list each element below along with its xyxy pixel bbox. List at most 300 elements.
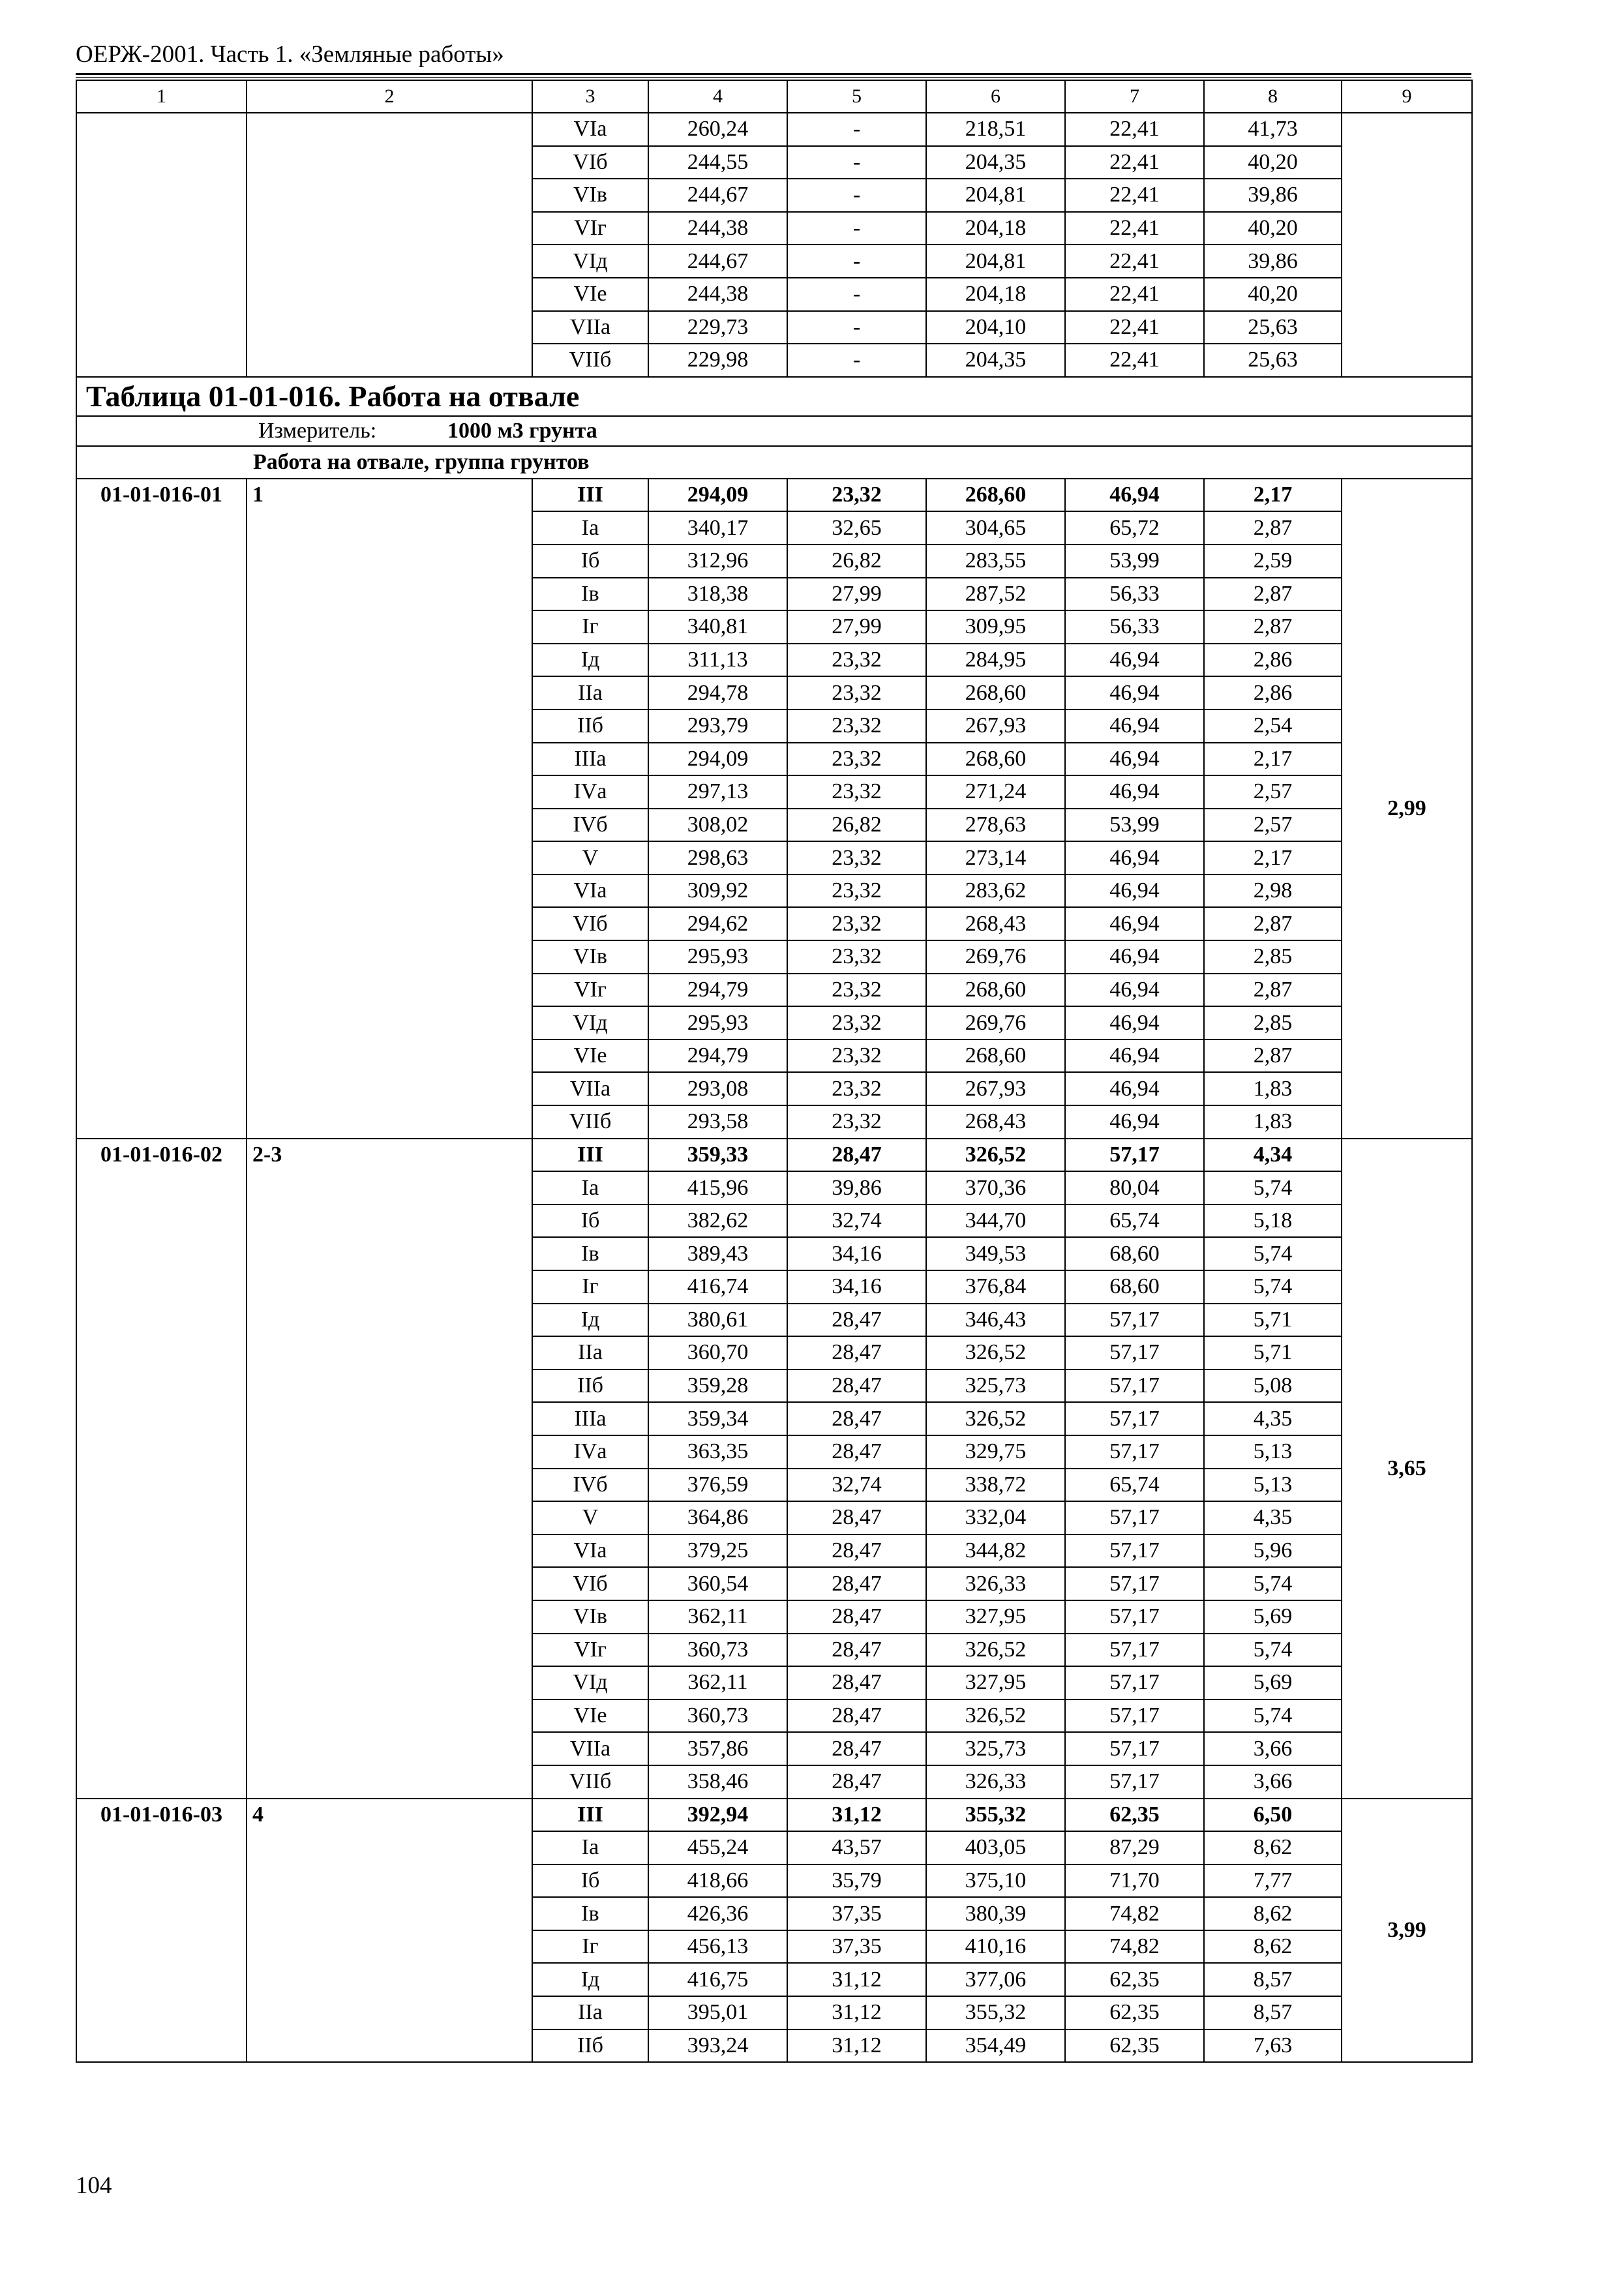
- value-cell: 269,76: [926, 940, 1065, 974]
- value-cell: 28,47: [787, 1765, 926, 1799]
- value-cell: 53,99: [1065, 809, 1204, 842]
- value-cell: 25,63: [1204, 344, 1342, 377]
- value-cell: 2,87: [1204, 974, 1342, 1007]
- value-cell: 327,95: [926, 1600, 1065, 1634]
- value-cell: 65,74: [1065, 1204, 1204, 1238]
- value-cell: 57,17: [1065, 1369, 1204, 1403]
- column-number-cell: 7: [1065, 80, 1204, 113]
- soil-category-cell: IVа: [532, 1435, 648, 1469]
- value-cell: 244,38: [648, 212, 787, 245]
- value-cell: 31,12: [787, 1963, 926, 1996]
- meter-cell: [76, 416, 1472, 446]
- soil-category-cell: VIIб: [532, 344, 648, 377]
- value-cell: 379,25: [648, 1534, 787, 1568]
- value-cell: 22,41: [1065, 311, 1204, 344]
- value-cell: 23,32: [787, 775, 926, 809]
- value-cell: 359,33: [648, 1139, 787, 1172]
- value-cell: 344,70: [926, 1204, 1065, 1238]
- value-cell: 62,35: [1065, 1996, 1204, 2029]
- value-cell: 40,20: [1204, 146, 1342, 179]
- value-cell: 325,73: [926, 1732, 1065, 1765]
- value-cell: 28,47: [787, 1699, 926, 1733]
- value-cell: 5,71: [1204, 1304, 1342, 1337]
- value-cell: 309,92: [648, 875, 787, 908]
- soil-category-cell: Iа: [532, 1831, 648, 1864]
- rate-code-cell: 01-01-016-03: [76, 1799, 247, 2063]
- value-cell: 354,49: [926, 2029, 1065, 2063]
- value-cell: 380,39: [926, 1897, 1065, 1930]
- value-cell: 56,33: [1065, 610, 1204, 644]
- table-row: [76, 479, 1472, 512]
- value-cell: 359,34: [648, 1402, 787, 1435]
- value-cell: 65,74: [1065, 1469, 1204, 1502]
- value-cell: 359,28: [648, 1369, 787, 1403]
- value-cell: 349,53: [926, 1237, 1065, 1270]
- column-number-row: [76, 80, 1472, 113]
- section-title: Работа на отвале, группа грунтов: [76, 446, 1472, 479]
- soil-category-cell: VIв: [532, 1600, 648, 1634]
- value-cell: -: [787, 278, 926, 311]
- value-cell: 309,95: [926, 610, 1065, 644]
- value-cell: 46,94: [1065, 479, 1204, 512]
- value-cell: 2,17: [1204, 479, 1342, 512]
- value-cell: 27,99: [787, 578, 926, 611]
- value-cell: 1,83: [1204, 1105, 1342, 1139]
- value-cell: 267,93: [926, 1072, 1065, 1105]
- value-cell: 28,47: [787, 1304, 926, 1337]
- value-cell: 46,94: [1065, 1072, 1204, 1105]
- column-number-cell: 2: [247, 80, 532, 113]
- value-cell: 3,66: [1204, 1765, 1342, 1799]
- value-cell: 23,32: [787, 907, 926, 940]
- value-cell: 382,62: [648, 1204, 787, 1238]
- value-cell: 308,02: [648, 809, 787, 842]
- value-cell: 329,75: [926, 1435, 1065, 1469]
- value-cell: 2,98: [1204, 875, 1342, 908]
- value-cell: 370,36: [926, 1171, 1065, 1204]
- soil-category-cell: VIе: [532, 1040, 648, 1073]
- value-cell: 229,98: [648, 344, 787, 377]
- value-cell: 268,60: [926, 974, 1065, 1007]
- soil-category-cell: IVа: [532, 775, 648, 809]
- value-cell: 344,82: [926, 1534, 1065, 1568]
- table-row: [76, 113, 1472, 146]
- value-cell: 294,79: [648, 974, 787, 1007]
- value-cell: 294,78: [648, 676, 787, 710]
- meter-row: [76, 416, 1472, 446]
- value-cell: 2,17: [1204, 841, 1342, 875]
- value-cell: 318,38: [648, 578, 787, 611]
- soil-category-cell: VIе: [532, 278, 648, 311]
- value-cell: 267,93: [926, 710, 1065, 743]
- column-number-cell: 5: [787, 80, 926, 113]
- soil-category-cell: Iд: [532, 1304, 648, 1337]
- value-cell: 80,04: [1065, 1171, 1204, 1204]
- soil-category-cell: V: [532, 1501, 648, 1534]
- value-cell: 57,17: [1065, 1666, 1204, 1699]
- value-cell: 204,18: [926, 278, 1065, 311]
- soil-category-cell: VIа: [532, 1534, 648, 1568]
- value-cell: -: [787, 113, 926, 146]
- value-cell: 360,54: [648, 1567, 787, 1600]
- meter-value: 1000 м3 грунта: [447, 418, 597, 443]
- value-cell: 2,87: [1204, 1040, 1342, 1073]
- value-cell: 23,32: [787, 644, 926, 677]
- soil-category-cell: Iа: [532, 511, 648, 545]
- soil-category-cell: VIд: [532, 1666, 648, 1699]
- value-cell: 5,13: [1204, 1469, 1342, 1502]
- value-cell: 360,73: [648, 1699, 787, 1733]
- value-cell: 376,84: [926, 1270, 1065, 1304]
- col9-cell: [1342, 113, 1472, 377]
- value-cell: -: [787, 311, 926, 344]
- value-cell: 31,12: [787, 1799, 926, 1832]
- value-cell: 362,11: [648, 1600, 787, 1634]
- value-cell: 5,71: [1204, 1336, 1342, 1369]
- value-cell: 204,35: [926, 344, 1065, 377]
- value-cell: 34,16: [787, 1270, 926, 1304]
- value-cell: 204,10: [926, 311, 1065, 344]
- value-cell: 22,41: [1065, 146, 1204, 179]
- table-title-row: [76, 377, 1472, 416]
- soil-category-cell: Iд: [532, 644, 648, 677]
- soil-category-cell: VIIб: [532, 1105, 648, 1139]
- value-cell: -: [787, 245, 926, 278]
- soil-category-cell: VIв: [532, 940, 648, 974]
- value-cell: 46,94: [1065, 743, 1204, 776]
- value-cell: 39,86: [1204, 245, 1342, 278]
- value-cell: 304,65: [926, 511, 1065, 545]
- value-cell: 46,94: [1065, 710, 1204, 743]
- value-cell: 312,96: [648, 545, 787, 578]
- value-cell: 295,93: [648, 940, 787, 974]
- value-cell: 416,75: [648, 1963, 787, 1996]
- value-cell: 2,17: [1204, 743, 1342, 776]
- soil-category-cell: IIа: [532, 1336, 648, 1369]
- value-cell: 426,36: [648, 1897, 787, 1930]
- value-cell: 5,74: [1204, 1237, 1342, 1270]
- soil-category-cell: VIIа: [532, 1072, 648, 1105]
- value-cell: 268,60: [926, 1040, 1065, 1073]
- value-cell: 8,62: [1204, 1831, 1342, 1864]
- value-cell: 28,47: [787, 1402, 926, 1435]
- value-cell: 5,13: [1204, 1435, 1342, 1469]
- price-table: [76, 80, 1473, 2063]
- value-cell: 23,32: [787, 1006, 926, 1040]
- value-cell: 46,94: [1065, 841, 1204, 875]
- value-cell: -: [787, 344, 926, 377]
- value-cell: 28,47: [787, 1634, 926, 1667]
- value-cell: 204,18: [926, 212, 1065, 245]
- value-cell: 23,32: [787, 743, 926, 776]
- value-cell: 297,13: [648, 775, 787, 809]
- value-cell: 31,12: [787, 2029, 926, 2063]
- value-cell: 5,69: [1204, 1666, 1342, 1699]
- column-number-cell: 1: [76, 80, 247, 113]
- value-cell: 326,33: [926, 1567, 1065, 1600]
- value-cell: 35,79: [787, 1864, 926, 1898]
- value-cell: 57,17: [1065, 1765, 1204, 1799]
- value-cell: 46,94: [1065, 940, 1204, 974]
- value-cell: 287,52: [926, 578, 1065, 611]
- value-cell: 46,94: [1065, 676, 1204, 710]
- value-cell: 456,13: [648, 1930, 787, 1964]
- value-cell: 283,62: [926, 875, 1065, 908]
- value-cell: 40,20: [1204, 278, 1342, 311]
- page-number: 104: [76, 2172, 112, 2199]
- value-cell: 410,16: [926, 1930, 1065, 1964]
- value-cell: 23,32: [787, 875, 926, 908]
- value-cell: 4,35: [1204, 1402, 1342, 1435]
- value-cell: 56,33: [1065, 578, 1204, 611]
- value-cell: 346,43: [926, 1304, 1065, 1337]
- soil-category-cell: VIб: [532, 1567, 648, 1600]
- soil-category-cell: VIIа: [532, 311, 648, 344]
- value-cell: 218,51: [926, 113, 1065, 146]
- value-cell: 57,17: [1065, 1402, 1204, 1435]
- value-cell: 2,87: [1204, 578, 1342, 611]
- value-cell: 23,32: [787, 1072, 926, 1105]
- value-cell: 294,09: [648, 479, 787, 512]
- value-cell: 2,85: [1204, 940, 1342, 974]
- value-cell: 68,60: [1065, 1270, 1204, 1304]
- value-cell: 27,99: [787, 610, 926, 644]
- soil-category-cell: Iб: [532, 545, 648, 578]
- value-cell: 3,66: [1204, 1732, 1342, 1765]
- value-cell: 57,17: [1065, 1139, 1204, 1172]
- soil-group-cell: 4: [247, 1799, 532, 2063]
- value-cell: 23,32: [787, 1040, 926, 1073]
- value-cell: 325,73: [926, 1369, 1065, 1403]
- value-cell: 32,74: [787, 1204, 926, 1238]
- value-cell: 360,70: [648, 1336, 787, 1369]
- value-cell: 295,93: [648, 1006, 787, 1040]
- soil-category-cell: III: [532, 1139, 648, 1172]
- value-cell: 28,47: [787, 1139, 926, 1172]
- value-cell: 8,57: [1204, 1963, 1342, 1996]
- value-cell: 2,86: [1204, 676, 1342, 710]
- code-cell: [76, 113, 247, 377]
- value-cell: 57,17: [1065, 1435, 1204, 1469]
- value-cell: 380,61: [648, 1304, 787, 1337]
- value-cell: 23,32: [787, 479, 926, 512]
- value-cell: 393,24: [648, 2029, 787, 2063]
- soil-group-cell: 2-3: [247, 1139, 532, 1799]
- value-cell: 62,35: [1065, 1799, 1204, 1832]
- value-cell: 2,86: [1204, 644, 1342, 677]
- value-cell: 244,67: [648, 179, 787, 212]
- value-cell: 28,47: [787, 1600, 926, 1634]
- value-cell: 244,67: [648, 245, 787, 278]
- value-cell: 293,08: [648, 1072, 787, 1105]
- value-cell: 5,69: [1204, 1600, 1342, 1634]
- value-cell: 416,74: [648, 1270, 787, 1304]
- value-cell: 5,08: [1204, 1369, 1342, 1403]
- value-cell: 23,32: [787, 841, 926, 875]
- value-cell: 7,77: [1204, 1864, 1342, 1898]
- value-cell: 455,24: [648, 1831, 787, 1864]
- value-cell: -: [787, 212, 926, 245]
- soil-category-cell: Iа: [532, 1171, 648, 1204]
- value-cell: 375,10: [926, 1864, 1065, 1898]
- value-cell: 360,73: [648, 1634, 787, 1667]
- value-cell: 5,74: [1204, 1270, 1342, 1304]
- soil-category-cell: VIг: [532, 1634, 648, 1667]
- table-row: [76, 1139, 1472, 1172]
- value-cell: 293,79: [648, 710, 787, 743]
- value-cell: 260,24: [648, 113, 787, 146]
- soil-category-cell: Iб: [532, 1864, 648, 1898]
- soil-category-cell: III: [532, 1799, 648, 1832]
- column-number-cell: 9: [1342, 80, 1472, 113]
- table-title: Таблица 01-01-016. Работа на отвале: [76, 377, 1472, 416]
- value-cell: 244,55: [648, 146, 787, 179]
- value-cell: 1,83: [1204, 1072, 1342, 1105]
- value-cell: 57,17: [1065, 1600, 1204, 1634]
- value-cell: 62,35: [1065, 2029, 1204, 2063]
- value-cell: 28,47: [787, 1666, 926, 1699]
- value-cell: 294,79: [648, 1040, 787, 1073]
- value-cell: 46,94: [1065, 907, 1204, 940]
- value-cell: 389,43: [648, 1237, 787, 1270]
- value-cell: 204,35: [926, 146, 1065, 179]
- value-cell: 2,57: [1204, 775, 1342, 809]
- value-cell: 26,82: [787, 545, 926, 578]
- value-cell: 357,86: [648, 1732, 787, 1765]
- value-cell: -: [787, 146, 926, 179]
- value-cell: 28,47: [787, 1336, 926, 1369]
- column-number-cell: 3: [532, 80, 648, 113]
- value-cell: 26,82: [787, 809, 926, 842]
- value-cell: 22,41: [1065, 113, 1204, 146]
- value-cell: 5,74: [1204, 1171, 1342, 1204]
- col9-value-cell: 3,65: [1342, 1139, 1472, 1799]
- soil-category-cell: IIа: [532, 676, 648, 710]
- value-cell: 229,73: [648, 311, 787, 344]
- value-cell: 46,94: [1065, 974, 1204, 1007]
- meter-label: Измеритель:: [258, 418, 377, 443]
- value-cell: 364,86: [648, 1501, 787, 1534]
- value-cell: 269,76: [926, 1006, 1065, 1040]
- value-cell: 273,14: [926, 841, 1065, 875]
- value-cell: 57,17: [1065, 1634, 1204, 1667]
- value-cell: 4,35: [1204, 1501, 1342, 1534]
- value-cell: 2,57: [1204, 809, 1342, 842]
- value-cell: -: [787, 179, 926, 212]
- value-cell: 6,50: [1204, 1799, 1342, 1832]
- value-cell: 22,41: [1065, 344, 1204, 377]
- soil-group-cell: 1: [247, 479, 532, 1139]
- value-cell: 22,41: [1065, 212, 1204, 245]
- value-cell: 46,94: [1065, 1105, 1204, 1139]
- value-cell: 37,35: [787, 1897, 926, 1930]
- value-cell: 358,46: [648, 1765, 787, 1799]
- value-cell: 340,81: [648, 610, 787, 644]
- value-cell: 23,32: [787, 940, 926, 974]
- value-cell: 340,17: [648, 511, 787, 545]
- value-cell: 2,59: [1204, 545, 1342, 578]
- value-cell: 5,74: [1204, 1567, 1342, 1600]
- soil-category-cell: Iб: [532, 1204, 648, 1238]
- soil-category-cell: Iд: [532, 1963, 648, 1996]
- value-cell: 5,18: [1204, 1204, 1342, 1238]
- value-cell: 25,63: [1204, 311, 1342, 344]
- value-cell: 22,41: [1065, 245, 1204, 278]
- table-row: [76, 1799, 1472, 1832]
- soil-category-cell: Iг: [532, 1270, 648, 1304]
- value-cell: 57,17: [1065, 1732, 1204, 1765]
- soil-category-cell: VIд: [532, 245, 648, 278]
- value-cell: 28,47: [787, 1534, 926, 1568]
- value-cell: 268,43: [926, 907, 1065, 940]
- rate-code-cell: 01-01-016-01: [76, 479, 247, 1139]
- value-cell: 57,17: [1065, 1534, 1204, 1568]
- value-cell: 53,99: [1065, 545, 1204, 578]
- soil-category-cell: IIб: [532, 2029, 648, 2063]
- value-cell: 294,62: [648, 907, 787, 940]
- value-cell: 283,55: [926, 545, 1065, 578]
- value-cell: 28,47: [787, 1501, 926, 1534]
- value-cell: 28,47: [787, 1567, 926, 1600]
- soil-category-cell: IIб: [532, 1369, 648, 1403]
- value-cell: 32,74: [787, 1469, 926, 1502]
- value-cell: 293,58: [648, 1105, 787, 1139]
- soil-category-cell: VIIб: [532, 1765, 648, 1799]
- soil-category-cell: Iг: [532, 1930, 648, 1964]
- group-cell: [247, 113, 532, 377]
- value-cell: 327,95: [926, 1666, 1065, 1699]
- soil-category-cell: V: [532, 841, 648, 875]
- value-cell: 355,32: [926, 1996, 1065, 2029]
- value-cell: 57,17: [1065, 1336, 1204, 1369]
- soil-category-cell: VIа: [532, 113, 648, 146]
- soil-category-cell: VIд: [532, 1006, 648, 1040]
- value-cell: 23,32: [787, 974, 926, 1007]
- value-cell: 22,41: [1065, 278, 1204, 311]
- soil-category-cell: VIб: [532, 907, 648, 940]
- value-cell: 326,52: [926, 1336, 1065, 1369]
- col9-value-cell: 2,99: [1342, 479, 1472, 1139]
- value-cell: 395,01: [648, 1996, 787, 2029]
- soil-category-cell: VIб: [532, 146, 648, 179]
- col9-value-cell: 3,99: [1342, 1799, 1472, 2063]
- value-cell: 46,94: [1065, 1040, 1204, 1073]
- soil-category-cell: Iв: [532, 1897, 648, 1930]
- value-cell: 377,06: [926, 1963, 1065, 1996]
- column-number-cell: 8: [1204, 80, 1342, 113]
- value-cell: 5,96: [1204, 1534, 1342, 1568]
- soil-category-cell: IIа: [532, 1996, 648, 2029]
- value-cell: 5,74: [1204, 1699, 1342, 1733]
- value-cell: 268,60: [926, 743, 1065, 776]
- soil-category-cell: III: [532, 479, 648, 512]
- value-cell: 40,20: [1204, 212, 1342, 245]
- value-cell: 204,81: [926, 245, 1065, 278]
- value-cell: 2,85: [1204, 1006, 1342, 1040]
- value-cell: 271,24: [926, 775, 1065, 809]
- value-cell: 278,63: [926, 809, 1065, 842]
- soil-category-cell: Iг: [532, 610, 648, 644]
- value-cell: 244,38: [648, 278, 787, 311]
- value-cell: 2,87: [1204, 610, 1342, 644]
- value-cell: 57,17: [1065, 1304, 1204, 1337]
- column-number-cell: 4: [648, 80, 787, 113]
- value-cell: 268,43: [926, 1105, 1065, 1139]
- value-cell: 204,81: [926, 179, 1065, 212]
- value-cell: 268,60: [926, 479, 1065, 512]
- value-cell: 57,17: [1065, 1567, 1204, 1600]
- value-cell: 7,63: [1204, 2029, 1342, 2063]
